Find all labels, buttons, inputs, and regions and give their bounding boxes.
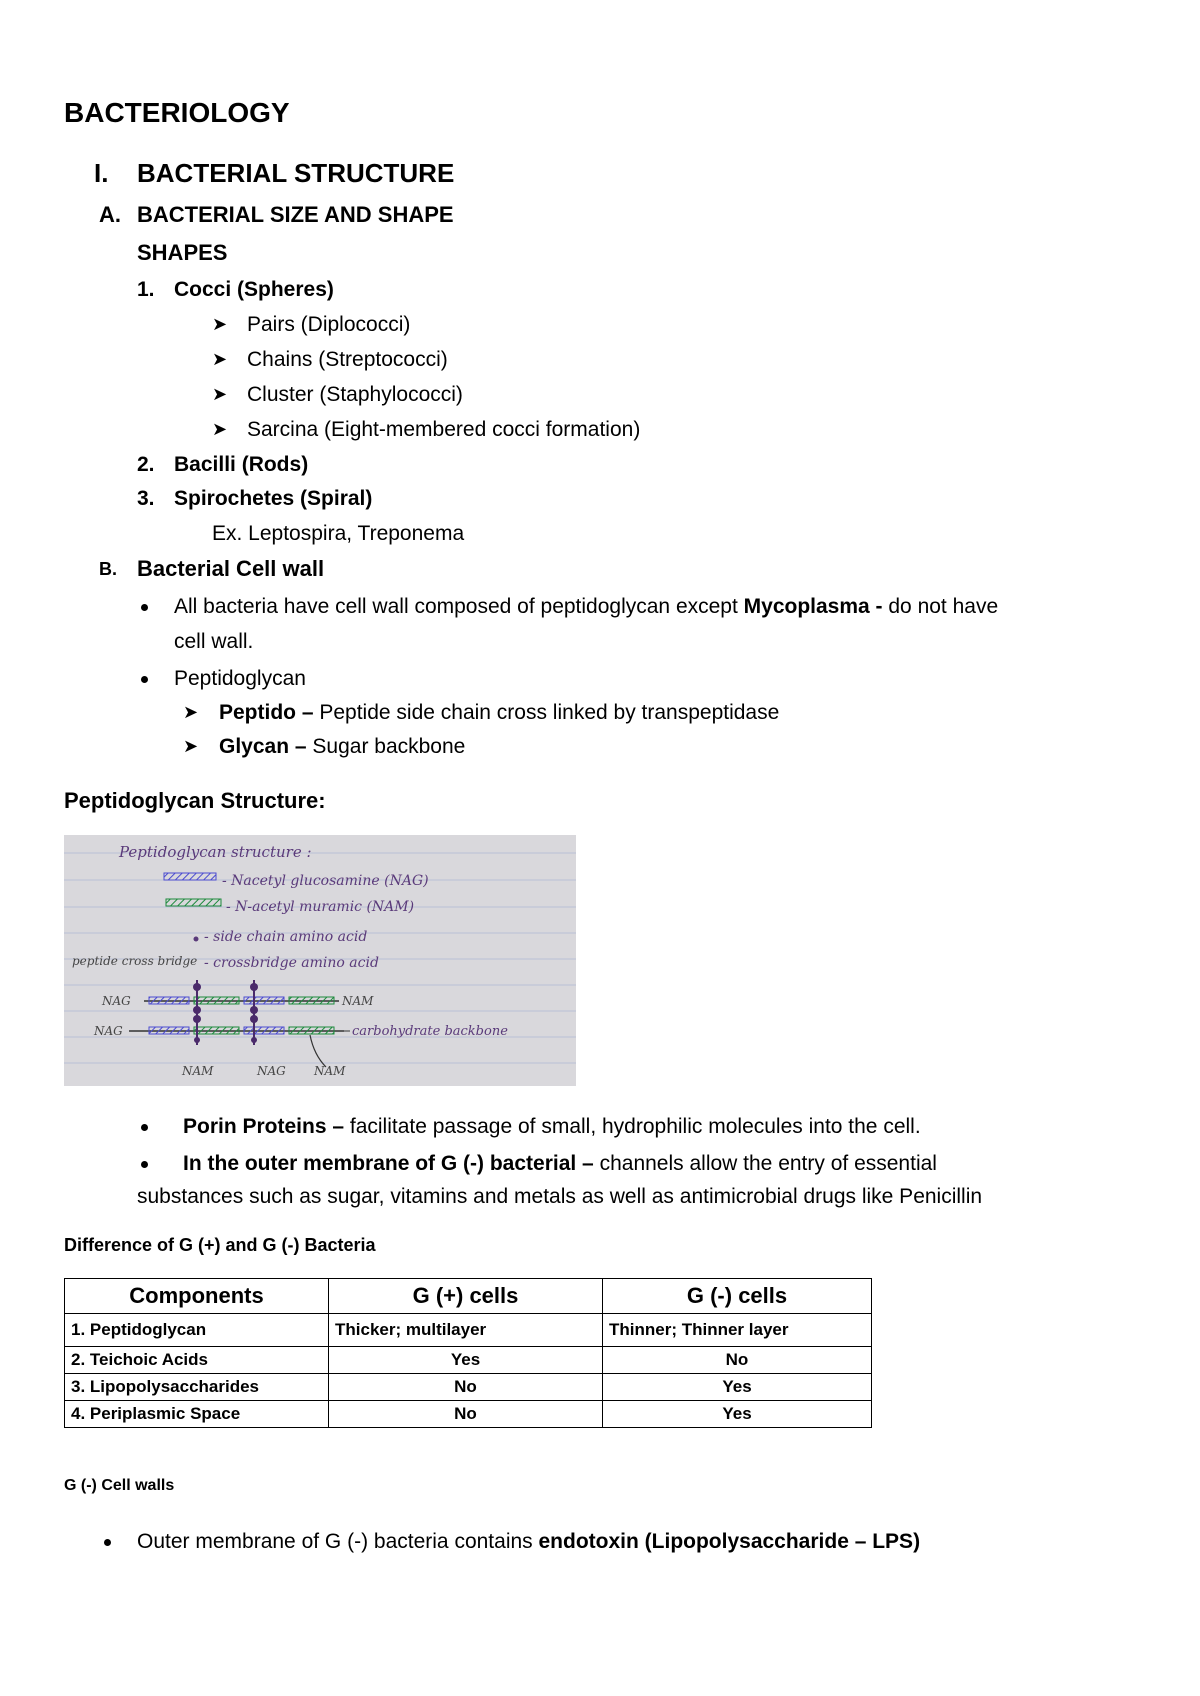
document-title: BACTERIOLOGY: [64, 97, 290, 128]
list-item: Pairs (Diplococci): [247, 313, 411, 336]
outer-membrane-bullet: In the outer membrane of G (-) bacterial – channels allow the entry of essential: [183, 1152, 937, 1175]
arrow-bullet-icon: ➤: [212, 349, 228, 369]
peptido-item: Peptido – Peptide side chain cross linked by transpeptidase: [219, 701, 780, 724]
table-row: [65, 1347, 872, 1374]
table-cell: 4. Periplasmic Space: [65, 1401, 329, 1428]
bullet-icon: [141, 1124, 148, 1131]
shapes-heading: SHAPES: [137, 240, 228, 265]
cell-wall-bullet-cont: cell wall.: [174, 630, 254, 653]
list-item: Cluster (Staphylococci): [247, 383, 463, 406]
table-cell: Yes: [603, 1374, 872, 1401]
svg-text:NAG: NAG: [102, 994, 131, 1008]
table-cell: 3. Lipopolysaccharides: [65, 1374, 329, 1401]
table-cell: 1. Peptidoglycan: [65, 1314, 329, 1347]
svg-text:- crossbridge amino acid: - crossbridge amino acid: [204, 955, 379, 971]
table-cell: Yes: [329, 1347, 603, 1374]
subsection-letter-a: A.: [99, 202, 121, 227]
peptidoglycan-bullet: Peptidoglycan: [174, 667, 306, 690]
arrow-bullet-icon: ➤: [183, 736, 199, 756]
table-row: [65, 1314, 872, 1347]
bullet-icon: [104, 1539, 111, 1546]
svg-text:Peptidoglycan structure :: Peptidoglycan structure :: [119, 843, 312, 861]
section-title: BACTERIAL STRUCTURE: [137, 158, 455, 188]
table-cell: No: [603, 1347, 872, 1374]
subsection-letter-b: B.: [99, 559, 117, 579]
table-cell: Thicker; multilayer: [329, 1314, 603, 1347]
shape-bacilli: Bacilli (Rods): [174, 453, 309, 476]
table-header: G (-) cells: [603, 1279, 872, 1314]
list-number: 3.: [137, 487, 155, 510]
svg-text:NAM: NAM: [314, 1064, 346, 1078]
svg-text:NAG: NAG: [94, 1024, 123, 1038]
difference-heading: Difference of G (+) and G (-) Bacteria: [64, 1235, 376, 1255]
list-number: 1.: [137, 278, 155, 301]
arrow-bullet-icon: ➤: [212, 419, 228, 439]
comparison-table: [64, 1278, 872, 1428]
arrow-bullet-icon: ➤: [212, 384, 228, 404]
svg-text:- Nacetyl glucosamine (NAG): - Nacetyl glucosamine (NAG): [222, 873, 429, 889]
bullet-icon: [141, 604, 148, 611]
gneg-bullet: Outer membrane of G (-) bacteria contains endotoxin (Lipopolysaccharide – LPS): [137, 1530, 921, 1553]
outer-membrane-bullet-cont: substances such as sugar, vitamins and metals as well as antimicrobial drugs like Penicillin: [137, 1185, 983, 1208]
porin-bullet: Porin Proteins – facilitate passage of small, hydrophilic molecules into the cell.: [183, 1115, 921, 1138]
svg-text:- N-acetyl muramic (NAM): - N-acetyl muramic (NAM): [226, 899, 415, 915]
svg-text:carbohydrate backbone: carbohydrate backbone: [352, 1024, 508, 1039]
table-row: [65, 1401, 872, 1428]
table-header-row: [65, 1279, 872, 1314]
example-text: Ex. Leptospira, Treponema: [212, 522, 465, 545]
list-item: Chains (Streptococci): [247, 348, 448, 371]
table-header: G (+) cells: [329, 1279, 603, 1314]
bullet-icon: [141, 1161, 148, 1168]
peptidoglycan-notes-image: [64, 835, 576, 1086]
table-cell: 2. Teichoic Acids: [65, 1347, 329, 1374]
table-row: [65, 1374, 872, 1401]
shape-cocci: Cocci (Spheres): [174, 278, 334, 301]
svg-text:- side chain amino acid: - side chain amino acid: [204, 929, 368, 945]
table-cell: No: [329, 1401, 603, 1428]
table-cell: Thinner; Thinner layer: [603, 1314, 872, 1347]
table-header: Components: [65, 1279, 329, 1314]
cell-wall-bullet: All bacteria have cell wall composed of peptidoglycan except Mycoplasma - do not have: [174, 595, 999, 618]
list-item: Sarcina (Eight-membered cocci formation): [247, 418, 641, 441]
table-cell: No: [329, 1374, 603, 1401]
gneg-heading: G (-) Cell walls: [64, 1477, 175, 1494]
svg-text:peptide cross bridge: peptide cross bridge: [72, 954, 198, 968]
arrow-bullet-icon: ➤: [212, 314, 228, 334]
table-cell: Yes: [603, 1401, 872, 1428]
glycan-item: Glycan – Sugar backbone: [219, 735, 466, 758]
peptidoglycan-structure-heading: Peptidoglycan Structure:: [64, 788, 326, 813]
section-number: I.: [94, 158, 109, 188]
subsection-title-b: Bacterial Cell wall: [137, 556, 325, 581]
shape-spirochetes: Spirochetes (Spiral): [174, 487, 373, 510]
list-number: 2.: [137, 453, 155, 476]
svg-text:NAM: NAM: [342, 994, 374, 1008]
subsection-title-a: BACTERIAL SIZE AND SHAPE: [137, 202, 454, 227]
arrow-bullet-icon: ➤: [183, 702, 199, 722]
svg-text:NAG: NAG: [257, 1064, 286, 1078]
bullet-icon: [141, 676, 148, 683]
svg-text:NAM: NAM: [182, 1064, 214, 1078]
